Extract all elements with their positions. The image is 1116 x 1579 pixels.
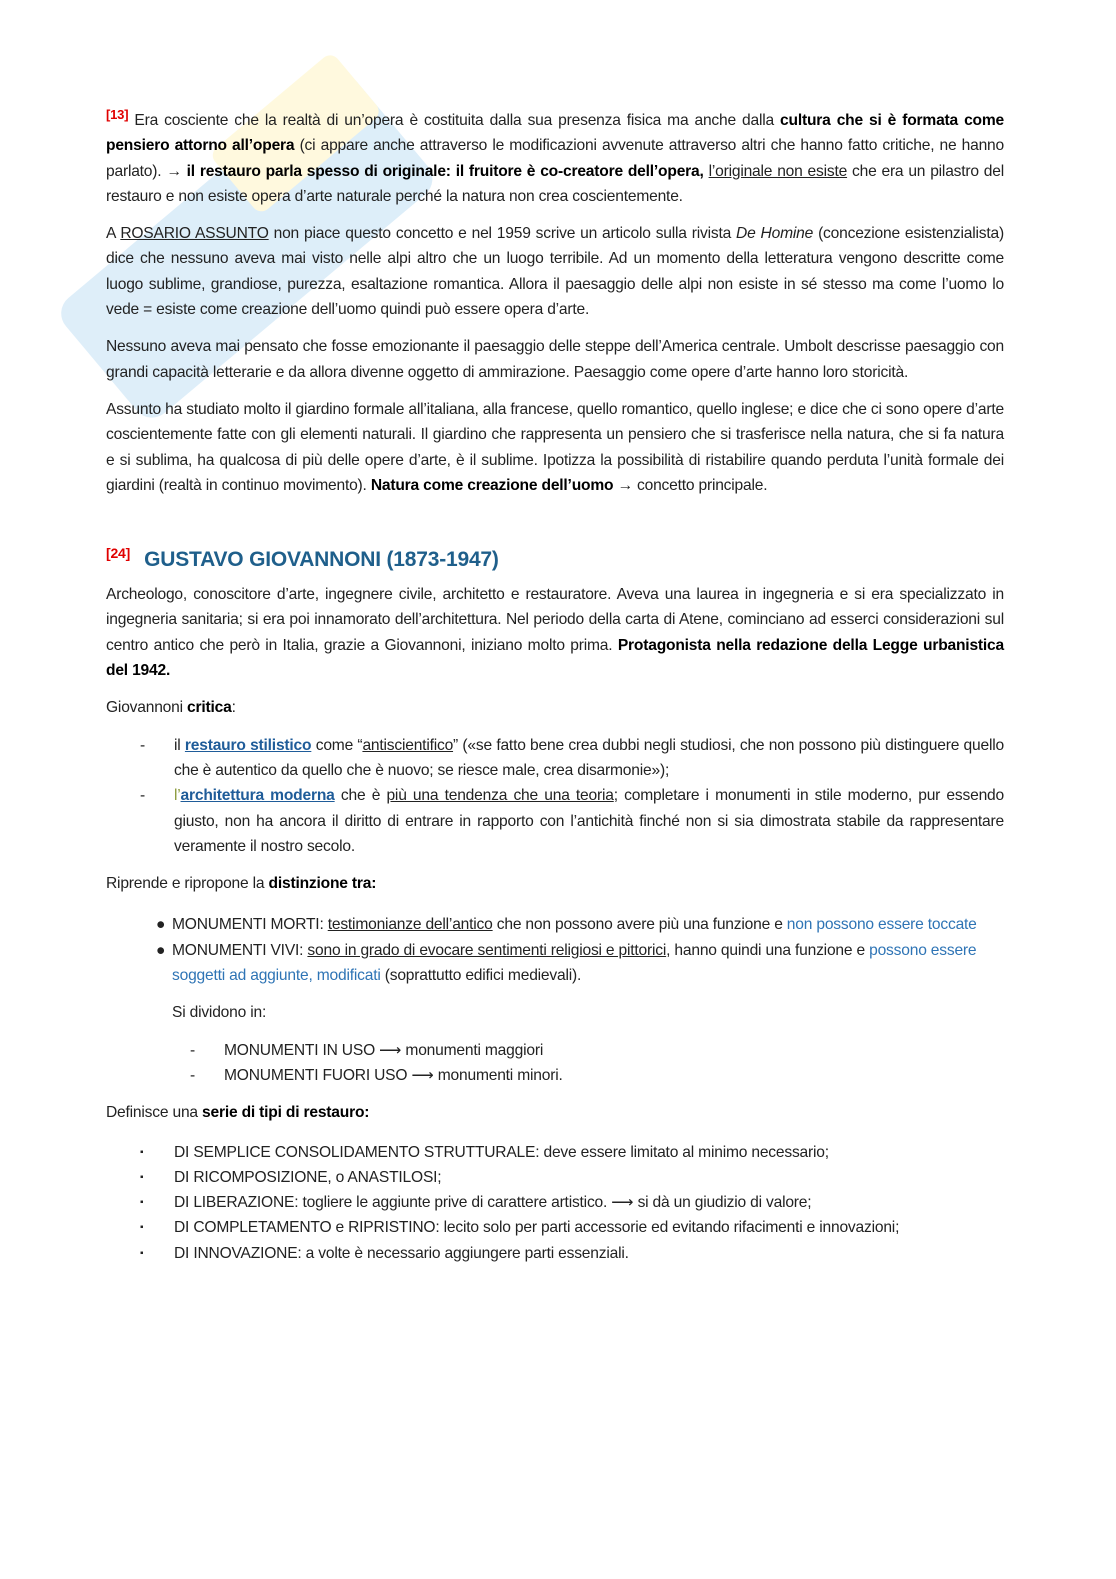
square-bullet: ▪ (140, 1171, 144, 1183)
bold-text: distinzione tra: (268, 875, 377, 893)
text: Era cosciente che la realtà di un’opera è costituita dalla sua presenza fisica ma anche dalla (128, 112, 781, 129)
text: che non possono avere più una funzione e (492, 916, 787, 934)
list-item (140, 1165, 1004, 1190)
list-item (140, 1215, 1004, 1240)
text: l’ (174, 787, 181, 805)
dash-marker: - (190, 1041, 195, 1059)
underlined-text: più una tendenza che una teoria (386, 787, 614, 805)
bold-text: serie di tipi di restauro: (202, 1104, 370, 1122)
text: Riprende e ripropone la (106, 875, 269, 893)
square-bullet: ▪ (140, 1247, 144, 1259)
dash-marker: - (190, 1066, 195, 1084)
dash-marker: - (140, 736, 145, 754)
heading-title: GUSTAVO GIOVANNONI (1873-1947) (144, 548, 499, 572)
underlined-text: testimonianze dell’antico (327, 916, 493, 934)
paragraph-tipi (106, 1100, 1004, 1125)
ref-tag: [24] (106, 545, 131, 562)
list-item (140, 733, 1004, 784)
text: Definisce una (106, 1104, 203, 1122)
text: ” («se fatto bene crea dubbi negli studiosi, che non possono più distinguere quello che è autentico da quello che è nuovo; se riesce male, crea disarmonie»); (174, 736, 1004, 779)
text: ; completare i monumenti in stile moderno, pur essendo giusto, non ha ancora il diritto di entrare in rapporto con l’antichità finché non si sia dimostrata stabile da rappresentare veramente il nostro secolo. (174, 787, 1004, 855)
text: MONUMENTI IN USO ⟶ monumenti maggiori (224, 1041, 544, 1059)
text: DI COMPLETAMENTO e RIPRISTINO: lecito solo per parti accessorie ed evitando rifacimenti e innovazioni; (174, 1219, 900, 1237)
text: , hanno quindi una funzione e (666, 941, 870, 959)
underlined-text: ROSARIO ASSUNTO (120, 225, 269, 243)
list-item (190, 1038, 1004, 1063)
bold-text: Protagonista nella redazione della Legge urbanistica del 1942. (106, 636, 1004, 680)
ref-tag: [13] (106, 106, 129, 122)
text: → concetto principale. (613, 476, 768, 494)
text: il (174, 736, 185, 754)
monumenti-list (106, 912, 1004, 988)
colored-text: possono essere soggetti ad aggiunte, modificati (172, 941, 977, 985)
list-item (140, 1190, 1004, 1215)
text: MONUMENTI FUORI USO ⟶ monumenti minori. (224, 1066, 563, 1084)
underlined-text: l’originale non esiste (708, 162, 848, 180)
paragraph-giovannoni (106, 582, 1004, 683)
critica-list (106, 733, 1004, 859)
paragraph-giardino (106, 397, 1004, 498)
underlined-text: antiscientifico (362, 736, 454, 754)
link[interactable]: restauro stilistico (184, 736, 312, 754)
bold-text: critica (187, 699, 232, 717)
text: DI SEMPLICE CONSOLIDAMENTO STRUTTURALE: deve essere limitato al minimo necessario; (174, 1143, 829, 1161)
text: MONUMENTI VIVI: (172, 941, 308, 959)
dash-marker: - (140, 787, 145, 805)
text: Assunto ha studiato molto il giardino formale all’italiana, alla francese, quello romantico, quello inglese; e dice che ci sono opere d’arte coscientemente fatte con gli elementi naturali. Il giardino che rappresenta un pensiero che si trasferisce nella natura, che si fa natura e si sublima, ha qualcosa di più delle opere d’arte, è il sublime. Ipotizza la possibilità di ristabilire quando perduta l’unità formale dei giardini (realtà in continuo movimento). (106, 400, 1004, 494)
text: : (231, 699, 236, 717)
text: Archeologo, conoscitore d’arte, ingegnere civile, architetto e restauratore. Aveva una laurea in ingegneria e si era specializzato in ingegneria sanitaria; si era poi innamorato dell’architettura. Nel periodo della carta di Atene, cominciano ad esserci considerazioni sul centro antico che però in Italia, grazie a Giovannoni, iniziano molto prima. (106, 586, 1004, 654)
list-item (190, 1063, 1004, 1088)
bold-text: Natura come creazione dell’uomo (370, 476, 614, 494)
text: A (106, 225, 121, 243)
text: che era un pilastro del restauro e non esiste opera d’arte naturale perché la natura non crea coscientemente. (106, 162, 1004, 205)
text: Giovannoni (106, 699, 188, 717)
list-item (140, 783, 1004, 859)
list-item (156, 938, 1004, 989)
bullet-marker: ● (156, 916, 166, 934)
bold-text: cultura che si è formata come pensiero attorno all’opera (106, 112, 1004, 155)
bullet-marker: ● (156, 941, 166, 959)
text: come “ (311, 736, 363, 754)
text: (ci appare anche attraverso le modificazioni avvenute attraverso altri che hanno fatto critiche, ne hanno parlato). → (106, 137, 1004, 180)
subheading-text: Si dividono in: (172, 1004, 267, 1022)
text: (concezione esistenzialista) dice che nessuno aveva mai visto nelle alpi altro che un luogo terribile. Ad un momento della letteratura vengono descritte come luogo sublime, grandiose, purezza, esaltazione romantica. Allora il paesaggio delle alpi non esiste in sé stesso ma come l’uomo lo vede = esiste come creazione dell’uomo quindi può essere opera d’arte. (106, 225, 1004, 319)
link[interactable]: architettura moderna (180, 787, 335, 805)
underlined-text: sono in grado di evocare sentimenti religiosi e pittorici (307, 941, 667, 959)
text: DI LIBERAZIONE: togliere le aggiunte prive di carattere artistico. ⟶ si dà un giudizio di valore; (174, 1194, 812, 1212)
paragraph-assunto (106, 221, 1004, 322)
paragraph-critica (106, 695, 1004, 720)
text: (soprattutto edifici medievali). (380, 967, 582, 985)
italic-text: De Homine (736, 225, 814, 243)
text: MONUMENTI MORTI: (172, 916, 328, 934)
restauro-types-list (106, 1140, 1004, 1266)
square-bullet: ▪ (140, 1146, 144, 1158)
bold-text: il restauro parla spesso di originale: il fruitore è co-creatore dell’opera, (186, 162, 704, 180)
paragraph-distinzione (106, 871, 1004, 896)
list-item (140, 1241, 1004, 1266)
colored-text: non possono essere toccate (786, 916, 977, 934)
uso-list (156, 1038, 1004, 1089)
text: DI INNOVAZIONE: a volte è necessario aggiungere parti essenziali. (174, 1244, 629, 1262)
square-bullet: ▪ (140, 1197, 144, 1209)
list-item (140, 1140, 1004, 1165)
paragraph-umbolt: Nessuno aveva mai pensato che fosse emozionante il paesaggio delle steppe dell’America centrale. Umbolt descrisse paesaggio con grandi capacità letterarie e da allora divenne oggetto di ammirazione. Paesaggio come opere d’arte hanno loro storicità. (106, 338, 1004, 381)
text: non piace questo concetto e nel 1959 scrive un articolo sulla rivista (268, 225, 737, 243)
square-bullet: ▪ (140, 1222, 144, 1234)
section-heading (106, 545, 1004, 572)
text: DI RICOMPOSIZIONE, o ANASTILOSI; (174, 1168, 442, 1186)
list-item (156, 912, 1004, 937)
paragraph-13 (106, 108, 1004, 209)
text: che è (334, 787, 387, 805)
